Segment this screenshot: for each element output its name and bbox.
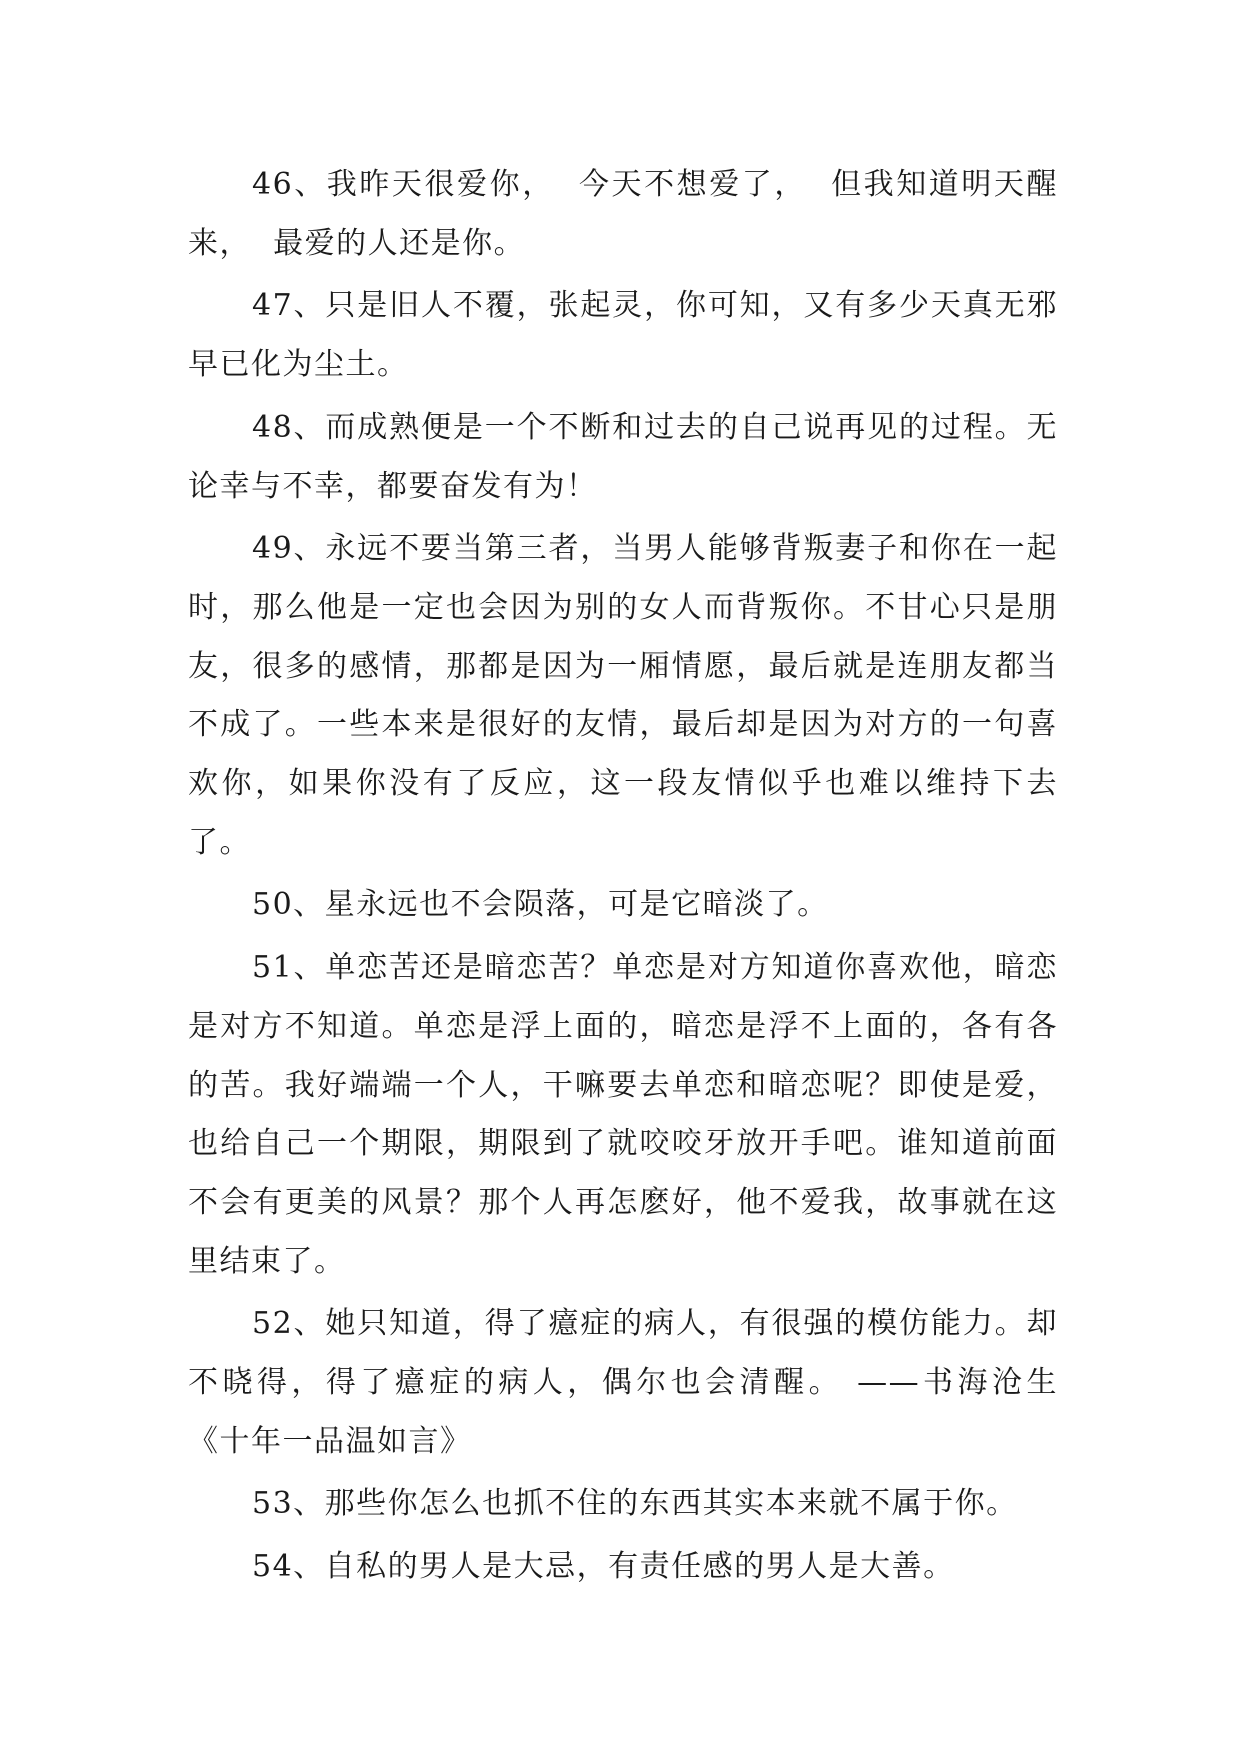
paragraph-48: 48、而成熟便是一个不断和过去的自己说再见的过程。无论幸与不幸，都要奋发有为！: [188, 409, 1058, 504]
paragraph-50: 50、星永远也不会陨落，可是它暗淡了。: [252, 887, 829, 923]
paragraph-49: 49、永远不要当第三者，当男人能够背叛妻子和你在一起时，那么他是一定也会因为别的女人而背叛你。不甘心只是朋友，很多的感情，那都是因为一厢情愿，最后就是连朋友都当不成了。一些本来是很好的友情，最后却是因为对方的一句喜欢你，如果你没有了反应，这一段友情似乎也难以维持下去了。: [188, 531, 1058, 860]
paragraph-51: 51、单恋苦还是暗恋苦？单恋是对方知道你喜欢他，暗恋是对方不知道。单恋是浮上面的，暗恋是浮不上面的，各有各的苦。我好端端一个人，干嘛要去单恋和暗恋呢？即使是爱，也给自己一个期限，期限到了就咬咬牙放开手吧。谁知道前面不会有更美的风景？那个人再怎麽好，他不爱我，故事就在这里结束了。: [188, 950, 1058, 1279]
paragraph-52: 52、她只知道，得了癔症的病人，有很强的模仿能力。却不晓得，得了癔症的病人，偶尔也会清醒。 ——书海沧生 《十年一品温如言》: [188, 1306, 1070, 1459]
paragraph-47: 47、只是旧人不覆，张起灵，你可知，又有多少天真无邪早已化为尘土。: [188, 288, 1058, 383]
paragraph-46: 46、我昨天很爱你， 今天不想爱了， 但我知道明天醒来， 最爱的人还是你。: [188, 167, 1058, 261]
document-body: [188, 156, 1070, 1601]
paragraph-54: 54、自私的男人是大忌，有责任感的男人是大善。: [252, 1549, 955, 1585]
paragraph-53: 53、那些你怎么也抓不住的东西其实本来就不属于你。: [252, 1486, 1018, 1522]
